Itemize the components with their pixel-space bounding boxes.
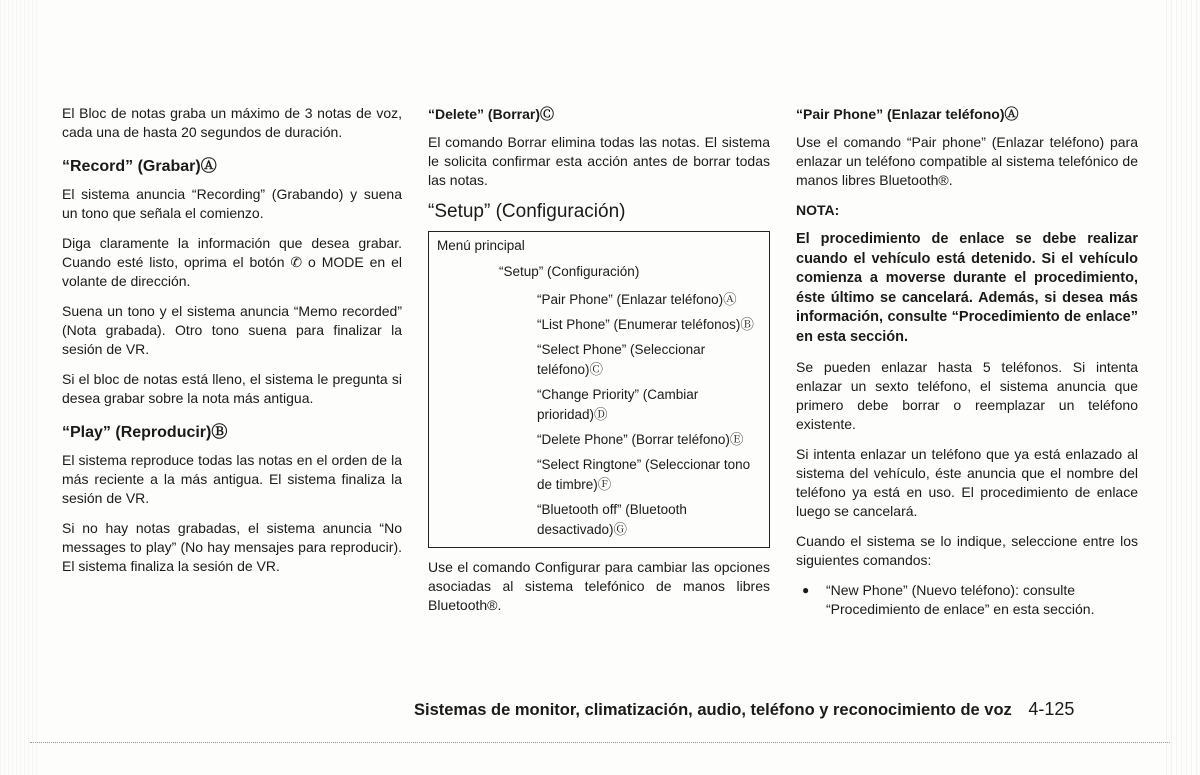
- heading-setup: “Setup” (Configuración): [428, 201, 626, 222]
- paragraph: Si el bloc de notas está lleno, el sistema le pregunta si desea grabar sobre la nota más antigua.: [62, 371, 402, 406]
- heading-pair-phone: “Pair Phone” (Enlazar teléfono)Ⓐ: [796, 106, 1019, 122]
- page-footer: [414, 699, 1136, 720]
- paragraph: El comando Borrar elimina todas las notas. El sistema le solicita confirmar esta acción antes de borrar todas las notas.: [428, 134, 770, 188]
- footer-section-title: Sistemas de monitor, climatización, audio, teléfono y reconocimiento de voz: [414, 701, 1012, 719]
- scan-edge-left: [0, 0, 40, 775]
- paragraph: Cuando el sistema se lo indique, seleccione entre los siguientes comandos:: [796, 533, 1138, 568]
- list-item: [796, 581, 1138, 619]
- note-label: NOTA:: [796, 202, 840, 218]
- bullet-text: “New Phone” (Nuevo teléfono): consulte “Procedimiento de enlace” en esta sección.: [826, 582, 1095, 617]
- heading-record: “Record” (Grabar)Ⓐ: [62, 158, 217, 175]
- paragraph: Se pueden enlazar hasta 5 teléfonos. Si intenta enlazar un sexto teléfono, el sistema anuncia que primero debe borrar o reemplazar un teléfono existente.: [796, 359, 1138, 432]
- paragraph: El sistema anuncia “Recording” (Grabando) y suena un tono que señala el comienzo.: [62, 186, 402, 221]
- menu-item-list-phone: “List Phone” (Enumerar teléfonos)Ⓑ: [537, 317, 754, 332]
- bottom-divider: [30, 742, 1170, 743]
- paragraph: Use el comando “Pair phone” (Enlazar teléfono) para enlazar un teléfono compatible al sistema telefónico de manos libres Bluetooth®.: [796, 134, 1138, 188]
- paragraph: Diga claramente la información que desea grabar. Cuando esté listo, oprima el botón ✆ o MODE en el volante de dirección.: [62, 235, 402, 289]
- heading-play: “Play” (Reproducir)Ⓑ: [62, 424, 228, 441]
- paragraph: Si intenta enlazar un teléfono que ya está enlazado al sistema del vehículo, éste anuncia que el nombre del teléfono ya está en uso. El procedimiento de enlace luego se cancelará.: [796, 446, 1138, 519]
- menu-tree-box: [428, 231, 770, 548]
- note-body: El procedimiento de enlace se debe realizar cuando el vehículo está detenido. Si el vehículo comienza a moverse durante el procedimiento, éste último se cancelará. Además, si desea más información, consulte “Procedimiento de enlace” en esta sección.: [796, 231, 1138, 345]
- paragraph: Use el comando Configurar para cambiar las opciones asociadas al sistema telefónico de manos libres Bluetooth®.: [428, 559, 770, 613]
- scan-edge-right: [1166, 0, 1200, 775]
- menu-item-delete-phone: “Delete Phone” (Borrar teléfono)Ⓔ: [537, 432, 744, 447]
- menu-item-bluetooth-off: “Bluetooth off” (Bluetooth desactivado)Ⓖ: [537, 502, 687, 537]
- bullet-icon: ●: [802, 583, 810, 597]
- heading-delete: “Delete” (Borrar)Ⓒ: [428, 106, 555, 122]
- menu-item-select-phone: “Select Phone” (Seleccionar teléfono)Ⓒ: [537, 342, 706, 377]
- paragraph: Suena un tono y el sistema anuncia “Memo recorded” (Nota grabada). Otro tono suena para finalizar la sesión de VR.: [62, 303, 402, 357]
- column-left: [62, 104, 402, 587]
- menu-item-select-ringtone: “Select Ringtone” (Seleccionar tono de timbre)Ⓕ: [537, 457, 751, 492]
- menu-setup: “Setup” (Configuración): [499, 264, 640, 279]
- paragraph: El Bloc de notas graba un máximo de 3 notas de voz, cada una de hasta 20 segundos de duración.: [62, 105, 402, 140]
- menu-item-pair-phone: “Pair Phone” (Enlazar teléfono)Ⓐ: [537, 292, 737, 307]
- menu-root: Menú principal: [437, 238, 525, 253]
- paragraph: El sistema reproduce todas las notas en el orden de la más reciente a la más antigua. El sistema finaliza la sesión de VR.: [62, 452, 402, 506]
- paragraph: Si no hay notas grabadas, el sistema anuncia “No messages to play” (No hay mensajes para reproducir). El sistema finaliza la sesión de VR.: [62, 520, 402, 574]
- column-middle: [428, 104, 770, 626]
- menu-item-change-priority: “Change Priority” (Cambiar prioridad)Ⓓ: [537, 387, 699, 422]
- column-right: [796, 104, 1138, 619]
- page-number: 4-125: [1028, 699, 1075, 719]
